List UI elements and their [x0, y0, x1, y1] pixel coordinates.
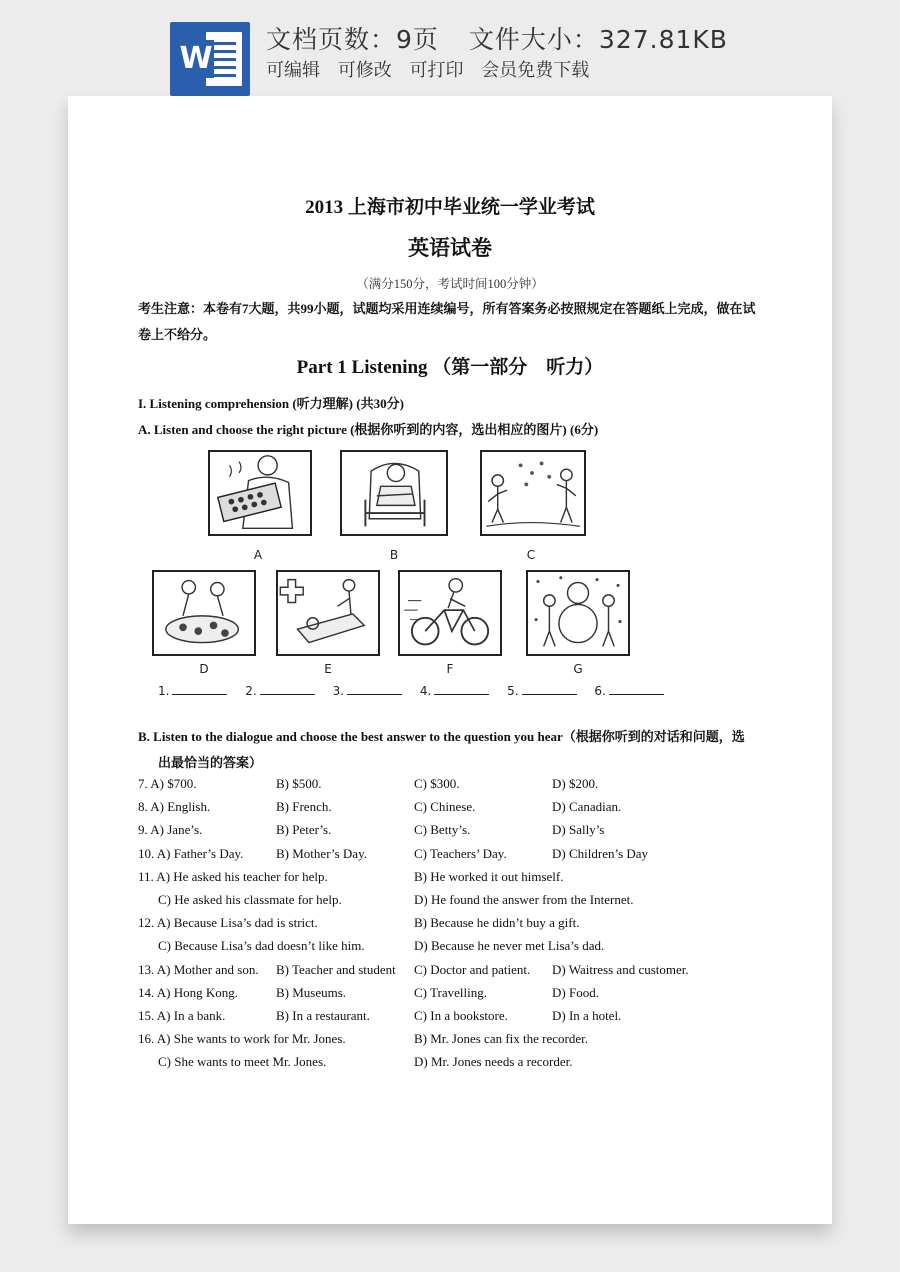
- answer-option: D) $200.: [552, 776, 599, 791]
- score-note: （满分150分，考试时间100分钟）: [356, 277, 544, 291]
- answer-blank-6[interactable]: [609, 684, 664, 695]
- answer-option: D) Because he never met Lisa’s dad.: [414, 938, 605, 954]
- picture-label-b: B: [389, 548, 399, 562]
- blank-number: 1.: [158, 684, 170, 698]
- picture-label-f: F: [446, 662, 454, 676]
- baking-tray-picture: [208, 450, 312, 536]
- question-row: [68, 915, 832, 935]
- answer-option: 16. A) She wants to work for Mr. Jones.: [138, 1031, 346, 1047]
- section-i-heading: I. Listening comprehension (听力理解) (共30分): [138, 396, 404, 411]
- part-title: Part 1 Listening （第一部分 听力）: [296, 357, 604, 378]
- picture-label-e: E: [324, 662, 332, 676]
- question-row: [68, 1031, 832, 1051]
- answer-option: C) She wants to meet Mr. Jones.: [158, 1054, 327, 1070]
- question-row: [68, 1008, 832, 1028]
- answer-option: D) Food.: [552, 984, 599, 1000]
- picnic-picture: [152, 570, 256, 656]
- feature-printable: 可打印: [409, 60, 464, 81]
- answer-option: B) Because he didn’t buy a gift.: [414, 915, 580, 931]
- exam-title: 2013 上海市初中毕业统一学业考试: [305, 197, 595, 218]
- question-row: [68, 985, 832, 1005]
- question-row: [68, 822, 832, 842]
- answer-option: B) Peter’s.: [276, 822, 332, 838]
- question-row: [68, 938, 832, 958]
- section-b-heading: B. Listen to the dialogue and choose the best answer to the question you hear（根据你听到的对话和问题，选 出最恰当的答案）: [138, 729, 745, 770]
- answer-option: 10. A) Father’s Day.: [138, 845, 244, 861]
- answer-option: 8. A) English.: [138, 799, 211, 815]
- answer-blank-3[interactable]: [347, 684, 402, 695]
- question-row: [68, 846, 832, 866]
- answer-option: C) Chinese.: [414, 799, 476, 815]
- section-a-heading: A. Listen and choose the right picture (根据你听到的内容，选出相应的图片) (6分): [138, 422, 599, 437]
- answer-option: B) Mother’s Day.: [276, 845, 367, 861]
- snowman-picture: [526, 570, 630, 656]
- answer-option: D) Sally’s: [552, 822, 605, 838]
- answer-option: D) In a hotel.: [552, 1008, 622, 1023]
- file-size: 文件大小：327.81KB: [468, 25, 728, 54]
- question-row: [68, 962, 832, 982]
- picture-label-c: C: [526, 548, 536, 562]
- answer-option: 15. A) In a bank.: [138, 1008, 226, 1023]
- answer-option: D) Canadian.: [552, 799, 622, 815]
- answer-option: B) Teacher and student: [276, 961, 396, 977]
- answer-option: C) In a bookstore.: [414, 1008, 508, 1023]
- feature-free-download: 会员免费下载: [481, 60, 590, 81]
- cycling-picture: [398, 570, 502, 656]
- blank-number: 5.: [507, 684, 519, 698]
- answer-blanks: [158, 684, 678, 698]
- question-row: [68, 799, 832, 819]
- answer-blank-1[interactable]: [172, 684, 227, 695]
- answer-option: 14. A) Hong Kong.: [138, 984, 239, 1000]
- hospital-bed-picture: [276, 570, 380, 656]
- answer-option: C) Teachers’ Day.: [414, 845, 507, 861]
- answer-option: C) Doctor and patient.: [414, 961, 531, 977]
- exam-notice: 考生注意：本卷有7大题，共99小题，试题均采用连续编号，所有答案务必按照规定在答题纸上完成，做在试卷上不给分。: [138, 301, 756, 342]
- blank-number: 2.: [245, 684, 257, 698]
- answer-blank-2[interactable]: [260, 684, 315, 695]
- answer-option: C) He asked his classmate for help.: [158, 892, 342, 907]
- answer-option: C) $300.: [414, 776, 460, 791]
- answer-blank-5[interactable]: [522, 684, 577, 695]
- answer-option: D) He found the answer from the Internet.: [414, 892, 634, 907]
- snowball-fight-picture: [480, 450, 586, 536]
- question-row: [68, 1054, 832, 1074]
- download-banner: [0, 0, 900, 96]
- answer-option: B) He worked it out himself.: [414, 868, 564, 884]
- answer-blank-4[interactable]: [434, 684, 489, 695]
- answer-option: D) Mr. Jones needs a recorder.: [414, 1054, 573, 1070]
- answer-option: C) Betty’s.: [414, 822, 471, 838]
- page-count: 文档页数：9页: [266, 25, 439, 54]
- feature-list: [266, 56, 601, 82]
- picture-label-g: G: [573, 662, 583, 676]
- answer-option: D) Children’s Day: [552, 845, 649, 861]
- answer-option: B) Mr. Jones can fix the recorder.: [414, 1031, 589, 1047]
- question-row: [68, 892, 832, 912]
- picture-label-d: D: [199, 662, 209, 676]
- answer-option: 7. A) $700.: [138, 776, 197, 791]
- answer-option: C) Because Lisa’s dad doesn’t like him.: [158, 938, 365, 954]
- question-row: [68, 869, 832, 889]
- answer-option: 12. A) Because Lisa’s dad is strict.: [138, 915, 318, 931]
- feature-editable: 可编辑: [266, 60, 320, 81]
- word-document-icon: W: [170, 22, 250, 96]
- answer-option: 13. A) Mother and son.: [138, 961, 259, 977]
- answer-option: B) In a restaurant.: [276, 1008, 370, 1023]
- answer-option: C) Travelling.: [414, 984, 487, 1000]
- blank-number: 3.: [332, 684, 345, 698]
- answer-option: 11. A) He asked his teacher for help.: [138, 868, 328, 884]
- document-page: [68, 96, 832, 1224]
- file-info: [266, 20, 728, 56]
- exam-subtitle: 英语试卷: [408, 236, 492, 260]
- blank-number: 4.: [419, 684, 432, 698]
- answer-option: 9. A) Jane’s.: [138, 822, 203, 838]
- answer-option: D) Waitress and customer.: [552, 961, 689, 977]
- answer-option: B) $500.: [276, 776, 322, 791]
- picture-label-a: A: [253, 548, 263, 562]
- answer-option: B) Museums.: [276, 984, 347, 1000]
- answer-option: B) French.: [276, 799, 332, 815]
- feature-modifiable: 可修改: [337, 60, 392, 81]
- blank-number: 6.: [594, 684, 606, 698]
- question-row: [68, 776, 832, 796]
- reading-in-armchair-picture: [340, 450, 448, 536]
